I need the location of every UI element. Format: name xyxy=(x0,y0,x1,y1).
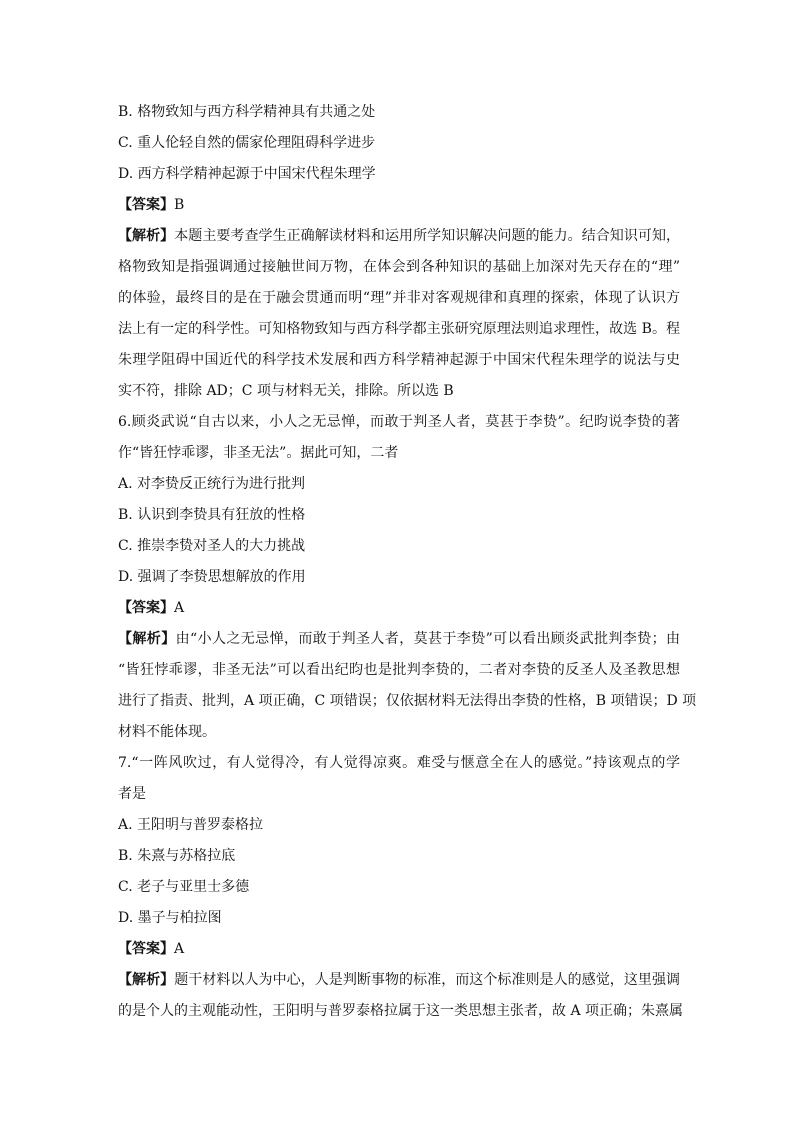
analysis-text: 本题主要考查学生正确解读材料和运用所学知识解决问题的能力。结合知识可知， xyxy=(174,228,681,244)
q6-option-a: A. 对李贽反正统行为进行批判 xyxy=(118,476,306,492)
q6-option-b: B. 认识到李贽具有狂放的性格 xyxy=(118,507,306,523)
q5-option-b: B. 格物致知与西方科学精神具有共通之处 xyxy=(118,104,376,120)
q6-option-c: C. 推崇李贽对圣人的大力挑战 xyxy=(118,538,306,554)
q6-analysis-line-4: 材料不能体现。 xyxy=(118,724,216,740)
q6-stem-line-1: 6.顾炎武说“自古以来，小人之无忌惮，而敢于判圣人者，莫甚于李贽”。纪昀说李贽的著 xyxy=(118,414,680,430)
q7-analysis-line-2: 的是个人的主观能动性，王阳明与普罗泰格拉属于这一类思想主张者，故 A 项正确；朱熹属 xyxy=(118,1003,684,1019)
q5-option-c: C. 重人伦轻自然的儒家伦理阻碍科学进步 xyxy=(118,135,376,151)
answer-value: A xyxy=(174,941,185,957)
answer-tag: 【答案】 xyxy=(118,600,174,616)
q7-stem-line-1: 7.“一阵风吹过，有人觉得冷，有人觉得凉爽。难受与惬意全在人的感觉。”持该观点的学 xyxy=(118,755,680,771)
q7-option-a: A. 王阳明与普罗泰格拉 xyxy=(118,817,264,833)
q7-option-b: B. 朱熹与苏格拉底 xyxy=(118,848,236,864)
q6-analysis-line-3: 进行了指责、批判，A 项正确，C 项错误；仅依据材料无法得出李贽的性格，B 项错误；D 项 xyxy=(118,693,697,709)
q6-analysis-line-2: “皆狂悖乖谬，非圣无法”可以看出纪昀也是批判李贽的，二者对李贽的反圣人及圣教思想 xyxy=(118,662,680,678)
q5-answer xyxy=(118,195,184,215)
q5-analysis-line-5: 朱理学阻碍中国近代的科学技术发展和西方科学精神起源于中国宋代程朱理学的说法与史 xyxy=(118,352,680,368)
q7-option-d: D. 墨子与柏拉图 xyxy=(118,910,222,926)
q5-analysis-line-6: 实不符，排除 AD；C 项与材料无关，排除。所以选 B xyxy=(118,383,454,399)
analysis-tag: 【解析】 xyxy=(118,631,176,647)
q5-option-d: D. 西方科学精神起源于中国宋代程朱理学 xyxy=(118,166,376,182)
q7-stem-line-2: 者是 xyxy=(118,786,146,802)
answer-value: A xyxy=(174,600,185,616)
answer-value: B xyxy=(174,197,185,213)
analysis-tag: 【解析】 xyxy=(118,228,175,244)
q5-analysis-line-1 xyxy=(118,226,680,246)
q6-stem-line-2: 作“皆狂悖乖谬，非圣无法”。据此可知，二者 xyxy=(118,445,399,461)
q6-answer xyxy=(118,598,184,618)
analysis-text: 由“小人之无忌惮，而敢于判圣人者，莫甚于李贽”可以看出顾炎武批判李贽；由 xyxy=(175,631,681,647)
analysis-text: 题干材料以人为中心，人是判断事物的标准，而这个标准则是人的感觉，这里强调 xyxy=(174,972,681,988)
answer-tag: 【答案】 xyxy=(118,197,174,213)
q5-analysis-line-3: 的体验，最终目的是在于融会贯通而明“理”并非对客观规律和真理的探索，体现了认识方 xyxy=(118,290,680,306)
q7-analysis-line-1 xyxy=(118,970,680,990)
q6-analysis-line-1 xyxy=(118,629,680,649)
q7-option-c: C. 老子与亚里士多德 xyxy=(118,879,250,895)
q5-analysis-line-4: 法上有一定的科学性。可知格物致知与西方科学都主张研究原理法则追求理性，故选 B。程 xyxy=(118,321,680,337)
q7-answer xyxy=(118,939,184,959)
analysis-tag: 【解析】 xyxy=(118,972,175,988)
answer-tag: 【答案】 xyxy=(118,941,174,957)
q5-analysis-line-2: 格物致知是指强调通过接触世间万物，在体会到各种知识的基础上加深对先天存在的“理” xyxy=(118,259,680,275)
q6-option-d: D. 强调了李贽思想解放的作用 xyxy=(118,569,306,585)
